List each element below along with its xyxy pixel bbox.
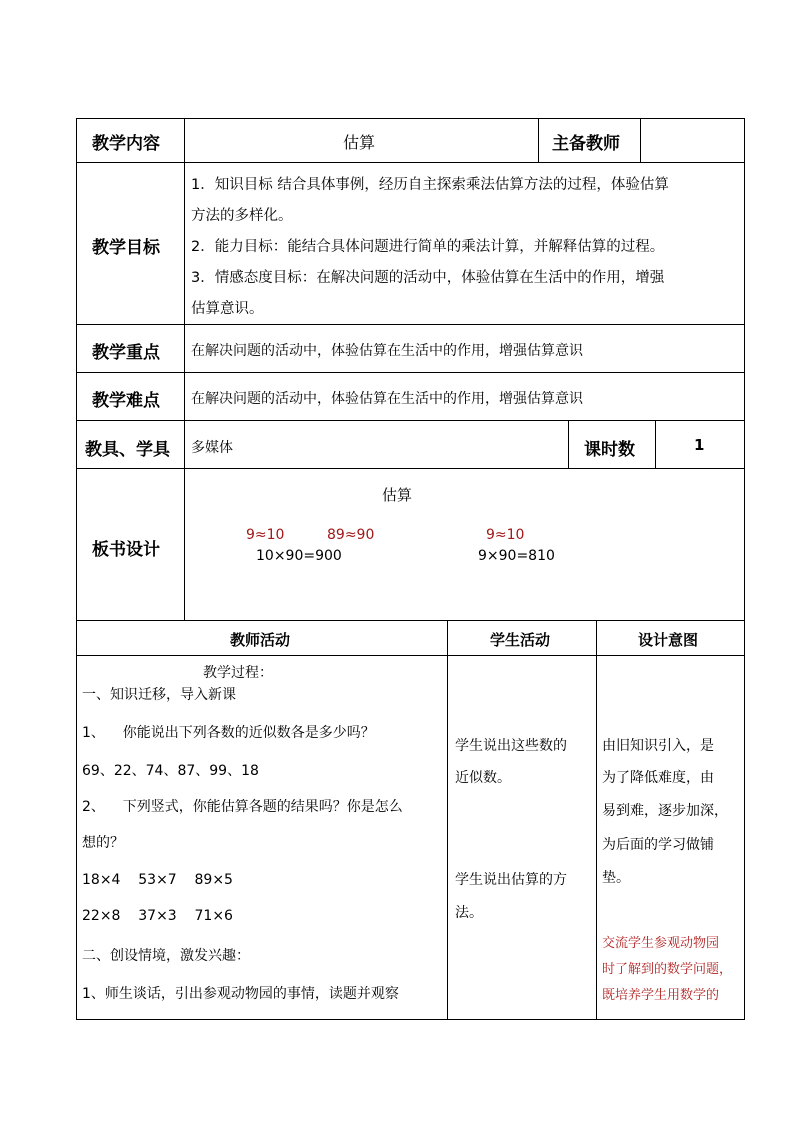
goals-label: 教学目标 [92, 238, 160, 258]
board-left-approx-1: 9≈10 [246, 527, 285, 543]
goal-line: 方法的多样化。 [191, 208, 293, 224]
teacher-line: 2、 下列竖式，你能估算各题的结果吗？你是怎么 [82, 799, 403, 815]
teacher-line: 1、 你能说出下列各数的近似数各是多少吗？ [82, 725, 375, 741]
difficulty-text: 在解决问题的活动中，体验估算在生活中的作用，增强估算意识 [191, 391, 583, 407]
design-line: 垫。 [602, 870, 630, 886]
design-line: 为了降低难度，由 [602, 770, 714, 786]
teacher-line: 想的？ [82, 835, 124, 851]
hours-label: 课时数 [584, 440, 635, 460]
design-red-line: 既培养学生用数学的 [602, 988, 720, 1003]
teacher-label: 主备教师 [552, 134, 620, 154]
key-point-text: 在解决问题的活动中，体验估算在生活中的作用，增强估算意识 [191, 343, 583, 359]
hours-value: 1 [694, 436, 705, 454]
goal-line: 3．情感态度目标：在解决问题的活动中，体验估算在生活中的作用，增强 [191, 270, 665, 286]
difficulty-label: 教学难点 [92, 391, 160, 411]
student-activity-header: 学生活动 [490, 631, 551, 649]
design-line: 易到难，逐步加深， [602, 803, 728, 819]
student-line: 学生说出这些数的 [455, 738, 567, 754]
student-line: 近似数。 [455, 770, 511, 786]
board-right-calc: 9×90=810 [478, 548, 555, 564]
tools-label: 教具、学具 [85, 440, 170, 460]
goal-line: 2．能力目标：能结合具体问题进行简单的乘法计算，并解释估算的过程。 [191, 239, 665, 255]
key-point-label: 教学重点 [92, 343, 160, 363]
content-value: 估算 [343, 133, 376, 152]
teacher-activity-header: 教师活动 [230, 631, 291, 649]
board-left-approx-2: 89≈90 [327, 527, 375, 543]
goals-text [191, 170, 741, 325]
teacher-line: 69、22、74、87、99、18 [82, 763, 259, 779]
teacher-line: 教学过程： [203, 665, 273, 681]
design-red-line: 时了解到的数学问题， [602, 962, 733, 977]
design-line: 由旧知识引入，是 [602, 738, 714, 754]
board-right-approx: 9≈10 [486, 527, 525, 543]
student-line: 学生说出估算的方 [455, 872, 567, 888]
teacher-line: 1、师生谈话，引出参观动物园的事情，读题并观察 [82, 986, 399, 1002]
teacher-line: 18×4 53×7 89×5 [82, 872, 233, 888]
design-red-line: 交流学生参观动物园 [602, 936, 720, 951]
teacher-line: 一、知识迁移，导入新课 [82, 687, 236, 703]
board-left-calc: 10×90=900 [256, 548, 342, 564]
design-line: 为后面的学习做铺 [602, 837, 714, 853]
content-label: 教学内容 [92, 134, 160, 154]
goal-line: 估算意识。 [191, 301, 264, 317]
teacher-line: 二、创设情境，激发兴趣： [82, 948, 250, 964]
teacher-line: 22×8 37×3 71×6 [82, 908, 233, 924]
board-label: 板书设计 [92, 540, 160, 560]
tools-value: 多媒体 [191, 440, 233, 456]
student-line: 法。 [455, 905, 483, 921]
design-intent-header: 设计意图 [638, 631, 699, 649]
board-title: 估算 [382, 486, 413, 504]
goal-line: 1．知识目标 结合具体事例，经历自主探索乘法估算方法的过程，体验估算 [191, 177, 669, 193]
